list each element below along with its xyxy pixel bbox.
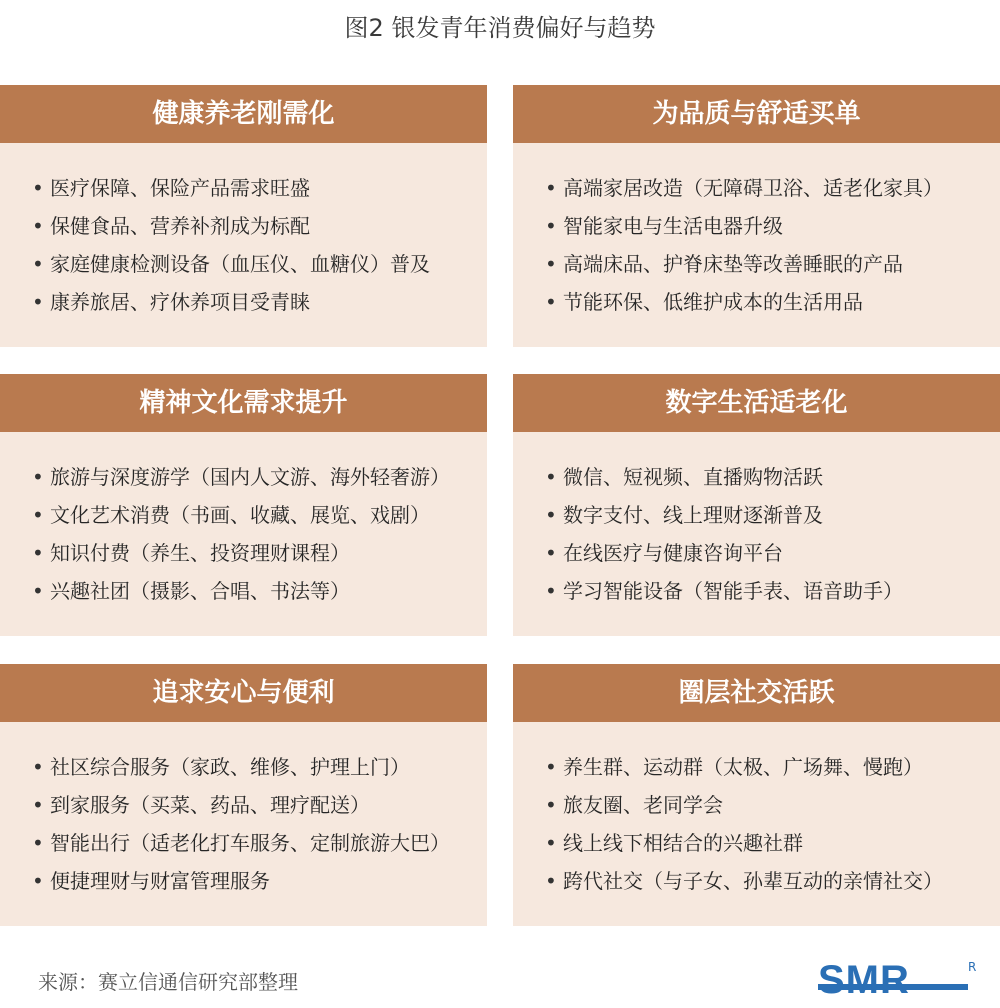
list-item: • 医疗保障、保险产品需求旺盛: [28, 172, 430, 210]
source-note: 来源：赛立信通信研究部整理: [38, 970, 298, 994]
list-item: • 学习智能设备（智能手表、语音助手）: [541, 575, 903, 613]
card-header: 数字生活适老化: [513, 374, 1000, 432]
figure-title: 图2 银发青年消费偏好与趋势: [344, 14, 656, 42]
card-convenience: [0, 664, 487, 926]
list-item: • 智能出行（适老化打车服务、定制旅游大巴）: [28, 827, 450, 865]
card-list: [28, 172, 430, 324]
list-item: • 智能家电与生活电器升级: [541, 210, 943, 248]
card-list: [28, 751, 450, 903]
list-item: • 养生群、运动群（太极、广场舞、慢跑）: [541, 751, 943, 789]
list-item: • 社区综合服务（家政、维修、护理上门）: [28, 751, 450, 789]
card-list: [541, 751, 943, 903]
card-quality: [513, 85, 1000, 347]
card-list: [541, 461, 903, 613]
card-culture: [0, 374, 487, 636]
list-item: • 兴趣社团（摄影、合唱、书法等）: [28, 575, 450, 613]
card-header: 精神文化需求提升: [0, 374, 487, 432]
list-item: • 节能环保、低维护成本的生活用品: [541, 286, 943, 324]
list-item: • 文化艺术消费（书画、收藏、展览、戏剧）: [28, 499, 450, 537]
list-item: • 康养旅居、疗休养项目受青睐: [28, 286, 430, 324]
card-list: [28, 461, 450, 613]
list-item: • 高端家居改造（无障碍卫浴、适老化家具）: [541, 172, 943, 210]
logo-text: SMR: [818, 958, 910, 1002]
list-item: • 线上线下相结合的兴趣社群: [541, 827, 943, 865]
card-digital: [513, 374, 1000, 636]
card-health: [0, 85, 487, 347]
list-item: • 高端床品、护脊床垫等改善睡眠的产品: [541, 248, 943, 286]
list-item: • 旅友圈、老同学会: [541, 789, 943, 827]
list-item: • 在线医疗与健康咨询平台: [541, 537, 903, 575]
registered-mark: R: [968, 960, 977, 974]
card-header: 圈层社交活跃: [513, 664, 1000, 722]
list-item: • 微信、短视频、直播购物活跃: [541, 461, 903, 499]
list-item: • 保健食品、营养补剂成为标配: [28, 210, 430, 248]
list-item: • 家庭健康检测设备（血压仪、血糖仪）普及: [28, 248, 430, 286]
list-item: • 跨代社交（与子女、孙辈互动的亲情社交）: [541, 865, 943, 903]
card-header: 为品质与舒适买单: [513, 85, 1000, 143]
card-social: [513, 664, 1000, 926]
smr-logo: [818, 958, 977, 1002]
list-item: • 知识付费（养生、投资理财课程）: [28, 537, 450, 575]
card-list: [541, 172, 943, 324]
card-header: 健康养老刚需化: [0, 85, 487, 143]
list-item: • 数字支付、线上理财逐渐普及: [541, 499, 903, 537]
card-header: 追求安心与便利: [0, 664, 487, 722]
list-item: • 到家服务（买菜、药品、理疗配送）: [28, 789, 450, 827]
list-item: • 旅游与深度游学（国内人文游、海外轻奢游）: [28, 461, 450, 499]
list-item: • 便捷理财与财富管理服务: [28, 865, 450, 903]
